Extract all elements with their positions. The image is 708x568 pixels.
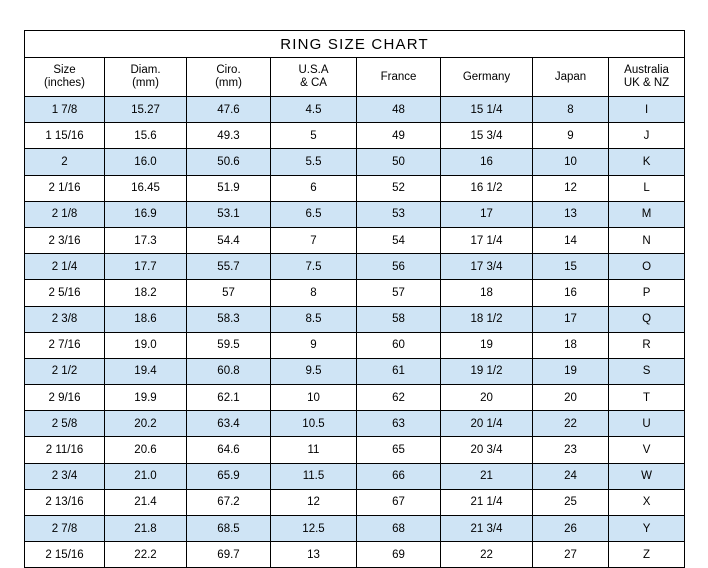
cell-circumference: 55.7: [187, 254, 271, 280]
table-row: [25, 332, 685, 358]
column-header-usa-ca-line2: & CA: [300, 77, 327, 89]
cell-usa-ca: 4.5: [271, 97, 357, 123]
cell-france: 69: [357, 542, 441, 568]
cell-usa-ca: 6.5: [271, 201, 357, 227]
cell-size: 2 11/16: [25, 437, 105, 463]
cell-australia-uk-nz: W: [609, 463, 685, 489]
cell-circumference: 69.7: [187, 542, 271, 568]
table-row: [25, 149, 685, 175]
cell-france: 54: [357, 227, 441, 253]
cell-france: 50: [357, 149, 441, 175]
cell-diameter: 19.4: [105, 358, 187, 384]
cell-japan: 12: [533, 175, 609, 201]
cell-japan: 24: [533, 463, 609, 489]
column-header-circumference: [187, 58, 271, 97]
column-header-circumference-line2: (mm): [215, 77, 242, 89]
cell-germany: 21: [441, 463, 533, 489]
cell-usa-ca: 12: [271, 489, 357, 515]
cell-japan: 13: [533, 201, 609, 227]
column-header-size-line2: (inches): [44, 77, 85, 89]
cell-germany: 16 1/2: [441, 175, 533, 201]
cell-diameter: 18.2: [105, 280, 187, 306]
cell-germany: 17 3/4: [441, 254, 533, 280]
cell-france: 48: [357, 97, 441, 123]
cell-size: 2 3/4: [25, 463, 105, 489]
cell-diameter: 20.6: [105, 437, 187, 463]
cell-australia-uk-nz: N: [609, 227, 685, 253]
column-header-circumference-line1: Ciro.: [216, 64, 241, 76]
table-row: [25, 227, 685, 253]
cell-australia-uk-nz: P: [609, 280, 685, 306]
cell-circumference: 68.5: [187, 516, 271, 542]
cell-usa-ca: 6: [271, 175, 357, 201]
column-header-australia-line1: Australia: [624, 64, 669, 76]
cell-australia-uk-nz: S: [609, 358, 685, 384]
cell-circumference: 58.3: [187, 306, 271, 332]
cell-germany: 19 1/2: [441, 358, 533, 384]
cell-circumference: 62.1: [187, 385, 271, 411]
cell-diameter: 22.2: [105, 542, 187, 568]
cell-australia-uk-nz: K: [609, 149, 685, 175]
column-header-france-line1: France: [380, 70, 417, 83]
cell-japan: 19: [533, 358, 609, 384]
cell-germany: 22: [441, 542, 533, 568]
column-header-japan: [533, 58, 609, 97]
cell-australia-uk-nz: R: [609, 332, 685, 358]
table-header-row: [25, 58, 685, 97]
cell-size: 1 7/8: [25, 97, 105, 123]
cell-circumference: 60.8: [187, 358, 271, 384]
cell-diameter: 16.45: [105, 175, 187, 201]
table-row: [25, 385, 685, 411]
cell-usa-ca: 11.5: [271, 463, 357, 489]
cell-japan: 26: [533, 516, 609, 542]
cell-australia-uk-nz: Y: [609, 516, 685, 542]
cell-france: 62: [357, 385, 441, 411]
cell-circumference: 49.3: [187, 123, 271, 149]
cell-japan: 15: [533, 254, 609, 280]
column-header-diameter-line2: (mm): [132, 77, 159, 89]
cell-diameter: 16.0: [105, 149, 187, 175]
table-row: [25, 358, 685, 384]
cell-size: 2 15/16: [25, 542, 105, 568]
cell-size: 2 7/16: [25, 332, 105, 358]
cell-france: 57: [357, 280, 441, 306]
cell-germany: 16: [441, 149, 533, 175]
cell-size: 2: [25, 149, 105, 175]
cell-size: 2 3/16: [25, 227, 105, 253]
cell-australia-uk-nz: Z: [609, 542, 685, 568]
table-row: [25, 489, 685, 515]
cell-usa-ca: 5: [271, 123, 357, 149]
table-row: [25, 175, 685, 201]
table-row: [25, 280, 685, 306]
table-row: [25, 201, 685, 227]
cell-germany: 17 1/4: [441, 227, 533, 253]
cell-circumference: 64.6: [187, 437, 271, 463]
cell-australia-uk-nz: I: [609, 97, 685, 123]
cell-usa-ca: 13: [271, 542, 357, 568]
column-header-diameter-line1: Diam.: [130, 64, 161, 76]
cell-circumference: 57: [187, 280, 271, 306]
cell-size: 2 5/16: [25, 280, 105, 306]
cell-germany: 20: [441, 385, 533, 411]
cell-diameter: 20.2: [105, 411, 187, 437]
chart-container: [24, 30, 684, 568]
column-header-germany-line1: Germany: [462, 70, 511, 83]
cell-japan: 18: [533, 332, 609, 358]
column-header-size: [25, 58, 105, 97]
cell-france: 68: [357, 516, 441, 542]
cell-circumference: 63.4: [187, 411, 271, 437]
cell-circumference: 47.6: [187, 97, 271, 123]
column-header-japan-line1: Japan: [554, 70, 587, 83]
table-row: [25, 306, 685, 332]
cell-circumference: 50.6: [187, 149, 271, 175]
cell-germany: 15 1/4: [441, 97, 533, 123]
title-row: [25, 31, 685, 58]
cell-france: 56: [357, 254, 441, 280]
cell-france: 60: [357, 332, 441, 358]
cell-size: 2 3/8: [25, 306, 105, 332]
cell-germany: 17: [441, 201, 533, 227]
cell-france: 61: [357, 358, 441, 384]
cell-japan: 27: [533, 542, 609, 568]
cell-germany: 18 1/2: [441, 306, 533, 332]
cell-usa-ca: 9: [271, 332, 357, 358]
column-header-germany: [441, 58, 533, 97]
cell-circumference: 54.4: [187, 227, 271, 253]
table-row: [25, 411, 685, 437]
cell-usa-ca: 9.5: [271, 358, 357, 384]
table-row: [25, 463, 685, 489]
cell-diameter: 21.0: [105, 463, 187, 489]
cell-germany: 21 1/4: [441, 489, 533, 515]
cell-circumference: 65.9: [187, 463, 271, 489]
cell-diameter: 18.6: [105, 306, 187, 332]
column-header-australia-uk-nz: [609, 58, 685, 97]
table-row: [25, 97, 685, 123]
table-row: [25, 123, 685, 149]
cell-germany: 15 3/4: [441, 123, 533, 149]
cell-germany: 21 3/4: [441, 516, 533, 542]
cell-japan: 16: [533, 280, 609, 306]
cell-germany: 20 1/4: [441, 411, 533, 437]
cell-size: 2 7/8: [25, 516, 105, 542]
cell-size: 2 1/16: [25, 175, 105, 201]
cell-diameter: 15.6: [105, 123, 187, 149]
cell-australia-uk-nz: T: [609, 385, 685, 411]
cell-japan: 14: [533, 227, 609, 253]
table-row: [25, 542, 685, 568]
table-row: [25, 516, 685, 542]
cell-france: 63: [357, 411, 441, 437]
table-row: [25, 437, 685, 463]
cell-usa-ca: 7: [271, 227, 357, 253]
cell-japan: 17: [533, 306, 609, 332]
cell-size: 2 1/4: [25, 254, 105, 280]
cell-size: 2 1/8: [25, 201, 105, 227]
cell-france: 58: [357, 306, 441, 332]
cell-usa-ca: 5.5: [271, 149, 357, 175]
cell-size: 2 5/8: [25, 411, 105, 437]
table-row: [25, 254, 685, 280]
cell-germany: 19: [441, 332, 533, 358]
cell-germany: 20 3/4: [441, 437, 533, 463]
cell-japan: 20: [533, 385, 609, 411]
cell-japan: 25: [533, 489, 609, 515]
column-header-size-line1: Size: [53, 64, 76, 76]
column-header-diameter: [105, 58, 187, 97]
cell-australia-uk-nz: Q: [609, 306, 685, 332]
cell-australia-uk-nz: O: [609, 254, 685, 280]
cell-france: 65: [357, 437, 441, 463]
cell-usa-ca: 11: [271, 437, 357, 463]
cell-diameter: 15.27: [105, 97, 187, 123]
cell-usa-ca: 10.5: [271, 411, 357, 437]
cell-diameter: 16.9: [105, 201, 187, 227]
column-header-france: [357, 58, 441, 97]
cell-australia-uk-nz: L: [609, 175, 685, 201]
ring-size-table: [24, 30, 685, 568]
cell-circumference: 51.9: [187, 175, 271, 201]
cell-france: 52: [357, 175, 441, 201]
cell-japan: 23: [533, 437, 609, 463]
column-header-australia-line2: UK & NZ: [623, 77, 670, 89]
cell-circumference: 67.2: [187, 489, 271, 515]
cell-usa-ca: 12.5: [271, 516, 357, 542]
cell-japan: 22: [533, 411, 609, 437]
table-body: [25, 31, 685, 568]
cell-japan: 9: [533, 123, 609, 149]
cell-australia-uk-nz: M: [609, 201, 685, 227]
cell-size: 1 15/16: [25, 123, 105, 149]
cell-size: 2 13/16: [25, 489, 105, 515]
cell-usa-ca: 10: [271, 385, 357, 411]
cell-size: 2 1/2: [25, 358, 105, 384]
cell-france: 49: [357, 123, 441, 149]
cell-australia-uk-nz: U: [609, 411, 685, 437]
cell-japan: 10: [533, 149, 609, 175]
cell-france: 66: [357, 463, 441, 489]
cell-diameter: 19.9: [105, 385, 187, 411]
cell-france: 53: [357, 201, 441, 227]
cell-diameter: 17.7: [105, 254, 187, 280]
cell-usa-ca: 8.5: [271, 306, 357, 332]
cell-usa-ca: 7.5: [271, 254, 357, 280]
cell-australia-uk-nz: V: [609, 437, 685, 463]
cell-australia-uk-nz: J: [609, 123, 685, 149]
column-header-usa-ca-line1: U.S.A: [298, 64, 329, 76]
cell-size: 2 9/16: [25, 385, 105, 411]
cell-circumference: 59.5: [187, 332, 271, 358]
cell-australia-uk-nz: X: [609, 489, 685, 515]
cell-diameter: 21.4: [105, 489, 187, 515]
cell-diameter: 19.0: [105, 332, 187, 358]
page-title: RING SIZE CHART: [25, 31, 685, 58]
cell-france: 67: [357, 489, 441, 515]
column-header-usa-ca: [271, 58, 357, 97]
cell-germany: 18: [441, 280, 533, 306]
cell-circumference: 53.1: [187, 201, 271, 227]
cell-diameter: 17.3: [105, 227, 187, 253]
cell-usa-ca: 8: [271, 280, 357, 306]
cell-japan: 8: [533, 97, 609, 123]
cell-diameter: 21.8: [105, 516, 187, 542]
